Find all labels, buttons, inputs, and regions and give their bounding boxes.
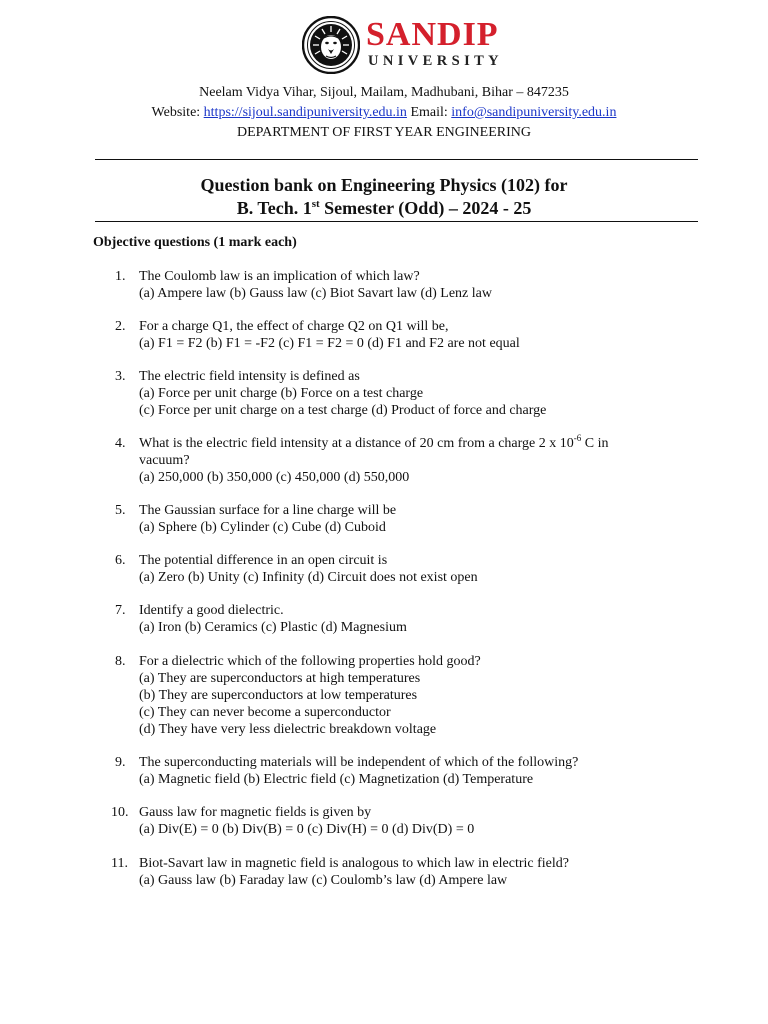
brand-subtitle: UNIVERSITY — [368, 53, 504, 69]
question-body — [139, 318, 679, 352]
question-options: (a) Ampere law (b) Gauss law (c) Biot Savart law (d) Lenz law — [139, 286, 492, 301]
question-number: 3. — [115, 369, 126, 384]
question-number: 11. — [111, 856, 128, 871]
question-text: The superconducting materials will be independent of which of the following? — [139, 755, 579, 770]
question-text: For a dielectric which of the following properties hold good? — [139, 654, 481, 669]
question-body — [139, 502, 679, 536]
question-body — [139, 855, 679, 889]
divider-top — [95, 159, 698, 160]
question-number: 7. — [115, 603, 126, 618]
question-options: (d) They have very less dielectric breakdown voltage — [139, 722, 437, 737]
question-number: 8. — [115, 654, 126, 669]
email-label: Email: — [410, 105, 448, 120]
title-superscript: st — [311, 198, 320, 210]
question-text-continued: vacuum? — [139, 453, 190, 468]
question-text: The electric field intensity is defined as — [139, 369, 360, 384]
contact-line — [0, 104, 768, 122]
question-body — [139, 435, 679, 486]
exponent: -6 — [573, 433, 582, 443]
question-body — [139, 804, 679, 838]
title-suffix: Semester (Odd) – 2024 - 25 — [319, 198, 532, 218]
question-body — [139, 368, 679, 419]
department-name: DEPARTMENT OF FIRST YEAR ENGINEERING — [237, 125, 531, 140]
question-text-suffix: C in — [581, 436, 609, 451]
question-number: 1. — [115, 269, 126, 284]
section-heading: Objective questions (1 mark each) — [93, 235, 297, 250]
question-text: For a charge Q1, the effect of charge Q2 on Q1 will be, — [139, 319, 449, 334]
question-options: (b) They are superconductors at low temperatures — [139, 688, 418, 703]
question-number: 9. — [115, 755, 126, 770]
question-text: The Coulomb law is an implication of which law? — [139, 269, 420, 284]
question-text: Gauss law for magnetic fields is given by — [139, 805, 372, 820]
page-title: Question bank on Engineering Physics (102) for — [200, 175, 568, 195]
question-options: (c) Force per unit charge on a test charge (d) Product of force and charge — [139, 403, 547, 418]
page-subtitle — [0, 197, 768, 219]
university-logo — [302, 16, 532, 74]
question-body — [139, 268, 679, 302]
question-number: 10. — [111, 805, 129, 820]
question-options: (a) F1 = F2 (b) F1 = -F2 (c) F1 = F2 = 0 (d) F1 and F2 are not equal — [139, 336, 520, 351]
lion-seal-icon — [302, 16, 360, 74]
question-text — [139, 435, 679, 452]
website-link[interactable]: https://sijoul.sandipuniversity.edu.in — [203, 105, 407, 120]
question-options: (a) Gauss law (b) Faraday law (c) Coulomb’s law (d) Ampere law — [139, 873, 508, 888]
website-label: Website: — [151, 105, 201, 120]
question-text: The potential difference in an open circuit is — [139, 553, 388, 568]
question-body — [139, 552, 679, 586]
question-body — [139, 754, 679, 788]
title-prefix: B. Tech. 1 — [236, 198, 312, 218]
brand-name: SANDIP — [366, 16, 499, 53]
question-number: 6. — [115, 553, 126, 568]
question-text: Identify a good dielectric. — [139, 603, 284, 618]
email-link[interactable]: info@sandipuniversity.edu.in — [451, 105, 617, 120]
university-address: Neelam Vidya Vihar, Sijoul, Mailam, Madhubani, Bihar – 847235 — [199, 85, 569, 100]
question-text-prefix: What is the electric field intensity at a distance of 20 cm from a charge 2 x 10 — [139, 436, 574, 451]
question-number: 4. — [115, 436, 126, 451]
question-options: (a) Sphere (b) Cylinder (c) Cube (d) Cuboid — [139, 520, 386, 535]
question-options: (a) They are superconductors at high temperatures — [139, 671, 421, 686]
question-body — [139, 653, 679, 738]
question-options: (a) Force per unit charge (b) Force on a test charge — [139, 386, 424, 401]
question-options: (a) 250,000 (b) 350,000 (c) 450,000 (d) 550,000 — [139, 470, 410, 485]
question-text: Biot-Savart law in magnetic field is analogous to which law in electric field? — [139, 856, 569, 871]
question-options: (a) Magnetic field (b) Electric field (c) Magnetization (d) Temperature — [139, 772, 534, 787]
divider-bottom — [95, 221, 698, 222]
question-body — [139, 602, 679, 636]
question-options: (a) Div(E) = 0 (b) Div(B) = 0 (c) Div(H) = 0 (d) Div(D) = 0 — [139, 822, 475, 837]
question-number: 2. — [115, 319, 126, 334]
question-options: (c) They can never become a superconductor — [139, 705, 391, 720]
question-text: The Gaussian surface for a line charge will be — [139, 503, 397, 518]
question-options: (a) Zero (b) Unity (c) Infinity (d) Circuit does not exist open — [139, 570, 478, 585]
question-number: 5. — [115, 503, 126, 518]
question-options: (a) Iron (b) Ceramics (c) Plastic (d) Magnesium — [139, 620, 407, 635]
